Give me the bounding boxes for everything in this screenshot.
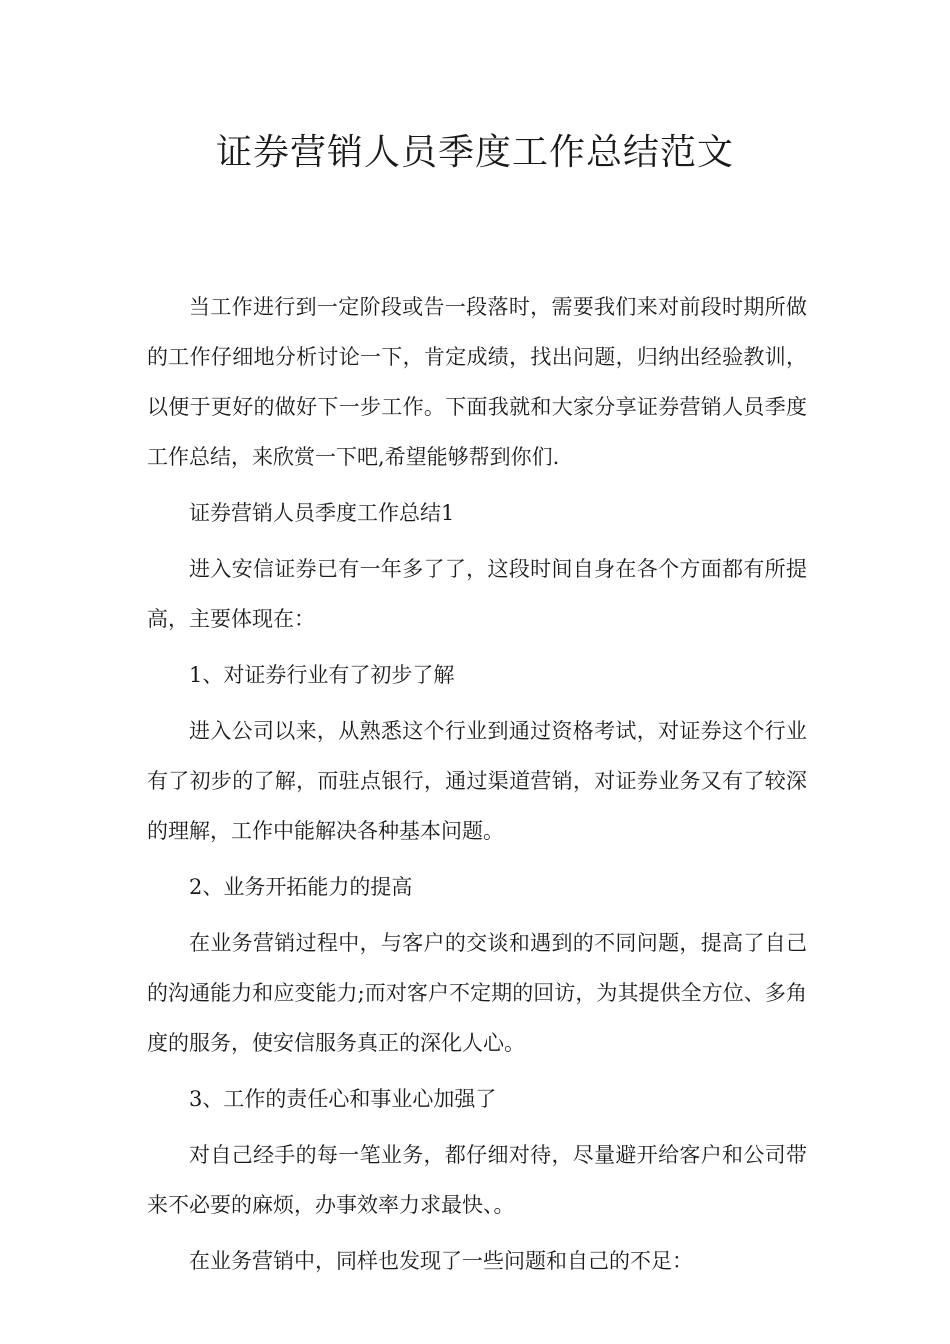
paragraph: 在业务营销中，同样也发现了一些问题和自己的不足：: [189, 1249, 693, 1273]
document-body: [147, 282, 807, 1292]
paragraph: 进入安信证券已有一年多了了，这段时间自身在各个方面都有所提高，主要体现在：: [147, 557, 807, 631]
paragraph: 在业务营销过程中，与客户的交谈和遇到的不同问题，提高了自己的沟通能力和应变能力;而对客户不定期的回访，为其提供全方位、多角度的服务，使安信服务真正的深化人心。: [147, 931, 807, 1055]
list-heading-2: 2、业务开拓能力的提高: [189, 875, 413, 899]
list-heading-1: 1、对证券行业有了初步了解: [189, 663, 455, 687]
paragraph: 对自己经手的每一笔业务，都仔细对待，尽量避开给客户和公司带来不必要的麻烦，办事效率力求最快、。: [147, 1143, 807, 1217]
paragraph: 进入公司以来，从熟悉这个行业到通过资格考试，对证券这个行业有了初步的了解，而驻点银行，通过渠道营销，对证券业务又有了较深的理解，工作中能解决各种基本问题。: [147, 719, 807, 843]
document-title: 证券营销人员季度工作总结范文: [215, 132, 734, 173]
section-heading: 证券营销人员季度工作总结1: [189, 501, 455, 525]
list-heading-3: 3、工作的责任心和事业心加强了: [189, 1087, 497, 1111]
intro-paragraph: 当工作进行到一定阶段或告一段落时，需要我们来对前段时期所做的工作仔细地分析讨论一下，肯定成绩，找出问题，归纳出经验教训，以便于更好的做好下一步工作。下面我就和大家分享证券营销人员季度工作总结，来欣赏一下吧,希望能够帮到你们.: [147, 295, 807, 469]
